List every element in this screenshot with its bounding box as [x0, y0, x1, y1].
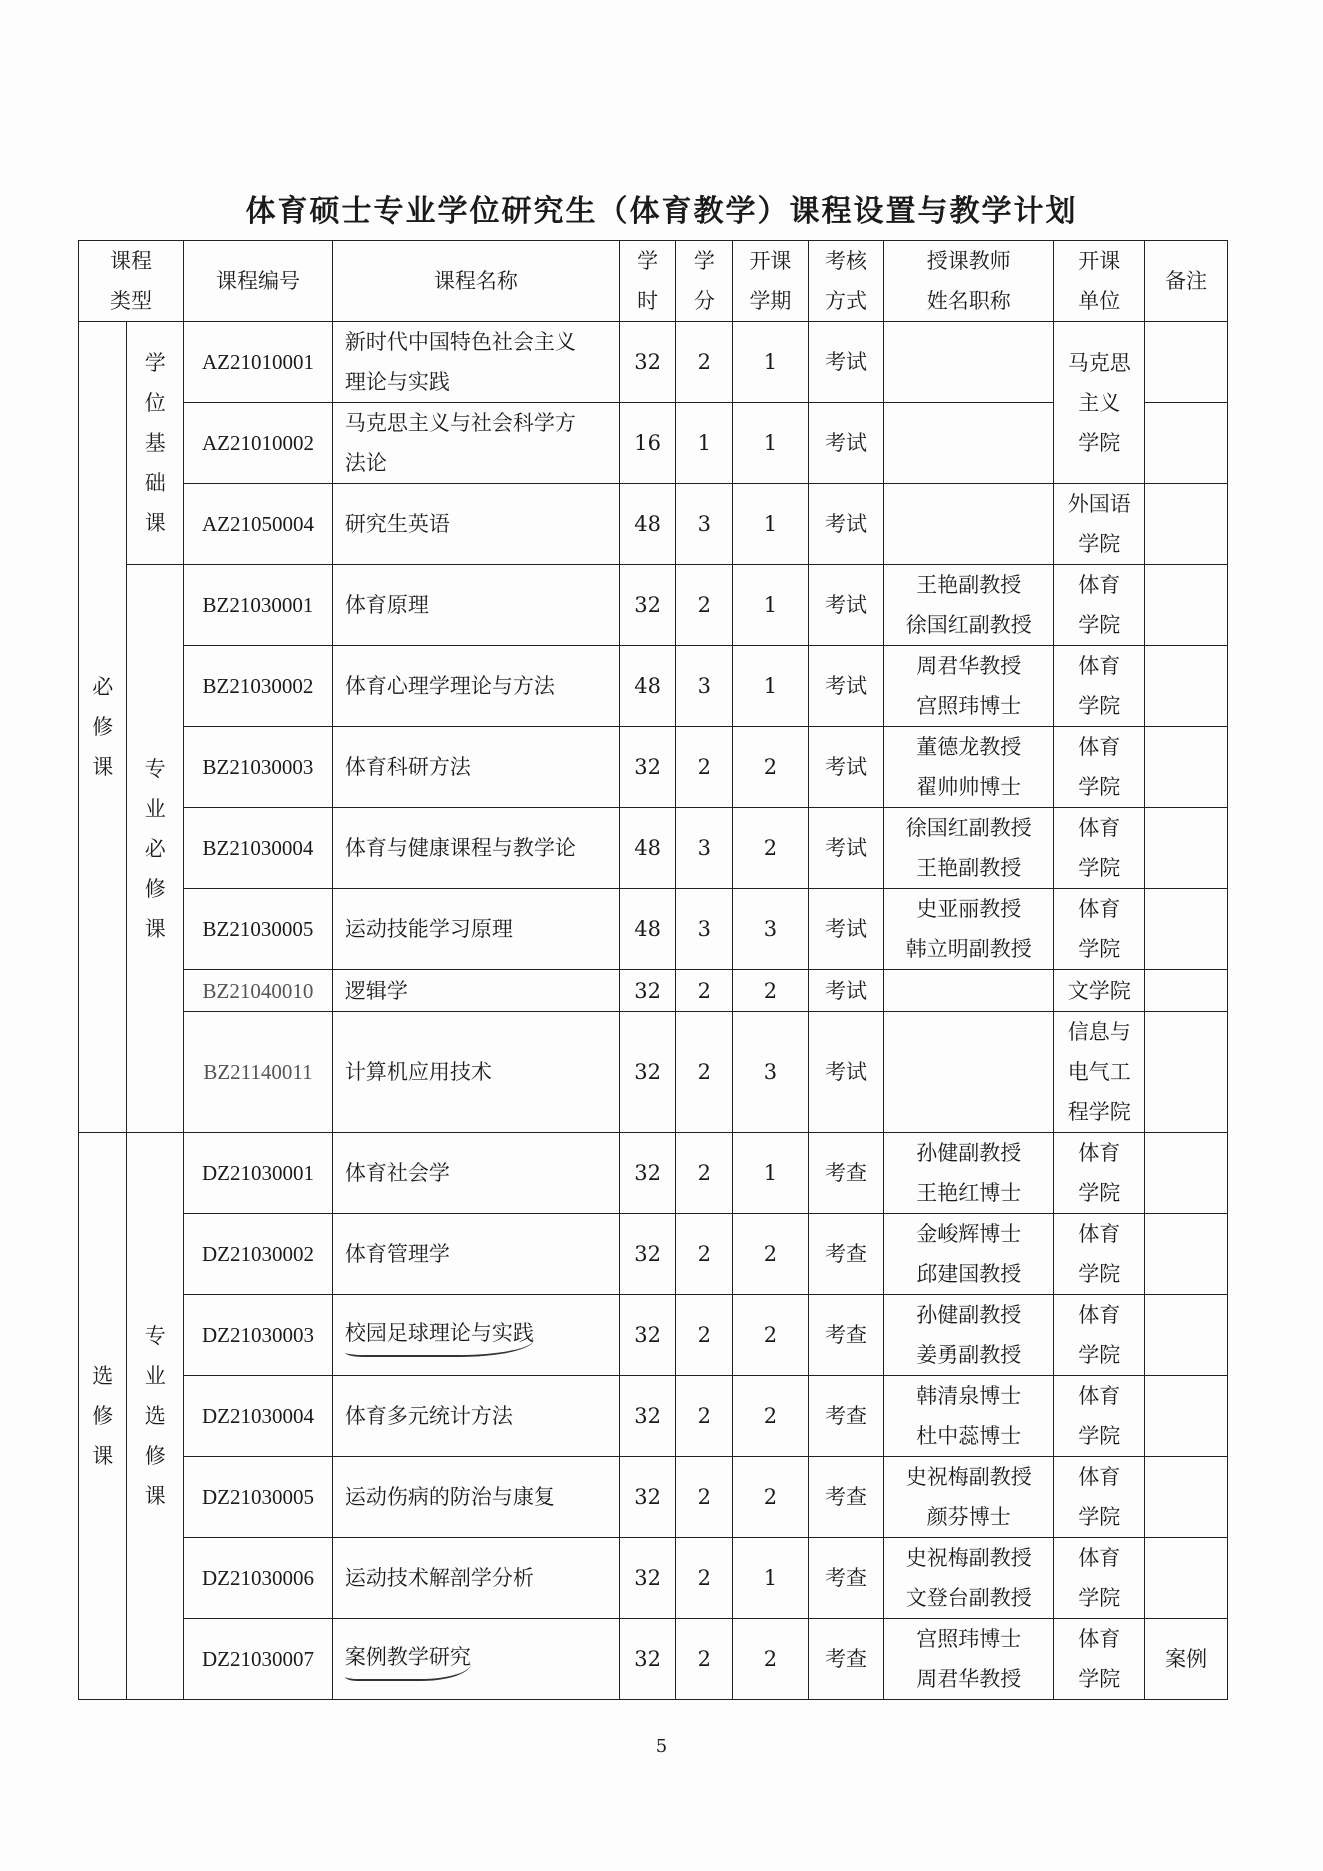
course-teacher: 宫照玮博士 周君华教授 — [884, 1619, 1054, 1700]
course-name: 逻辑学 — [332, 970, 619, 1012]
course-note — [1145, 646, 1228, 727]
course-code: BZ21030001 — [184, 565, 333, 646]
course-term: 2 — [733, 1295, 809, 1376]
course-term: 2 — [733, 727, 809, 808]
header-term: 开课 学期 — [733, 241, 809, 322]
course-name: 体育心理学理论与方法 — [332, 646, 619, 727]
table-row — [79, 565, 1228, 646]
subgroup-major-required: 专业必修课 — [127, 565, 184, 1133]
table-row — [79, 1012, 1228, 1133]
course-unit: 体育 学院 — [1054, 1295, 1145, 1376]
course-teacher: 周君华教授 宫照玮博士 — [884, 646, 1054, 727]
course-unit: 体育 学院 — [1054, 1376, 1145, 1457]
course-exam: 考查 — [808, 1133, 884, 1214]
course-note — [1145, 1214, 1228, 1295]
course-exam: 考试 — [808, 808, 884, 889]
course-exam: 考试 — [808, 970, 884, 1012]
table-row — [79, 1538, 1228, 1619]
course-name: 新时代中国特色社会主义 理论与实践 — [332, 322, 619, 403]
course-teacher — [884, 484, 1054, 565]
header-credits: 学 分 — [676, 241, 733, 322]
group-elective: 选修课 — [79, 1133, 127, 1700]
course-exam: 考查 — [808, 1295, 884, 1376]
header-hours: 学 时 — [619, 241, 676, 322]
course-code: DZ21030002 — [184, 1214, 333, 1295]
course-code: DZ21030001 — [184, 1133, 333, 1214]
course-credits: 2 — [676, 1376, 733, 1457]
course-credits: 2 — [676, 970, 733, 1012]
course-unit: 马克思 主义 学院 — [1054, 322, 1145, 484]
course-teacher: 史祝梅副教授 颜芬博士 — [884, 1457, 1054, 1538]
course-hours: 32 — [619, 1012, 676, 1133]
course-note — [1145, 484, 1228, 565]
course-hours: 32 — [619, 1619, 676, 1700]
course-name: 体育原理 — [332, 565, 619, 646]
course-note — [1145, 727, 1228, 808]
course-hours: 48 — [619, 484, 676, 565]
table-row — [79, 808, 1228, 889]
course-unit: 体育 学院 — [1054, 565, 1145, 646]
course-hours: 32 — [619, 1457, 676, 1538]
course-hours: 32 — [619, 1376, 676, 1457]
course-credits: 2 — [676, 565, 733, 646]
course-term: 2 — [733, 1457, 809, 1538]
course-hours: 48 — [619, 889, 676, 970]
course-teacher: 史亚丽教授 韩立明副教授 — [884, 889, 1054, 970]
table-row — [79, 484, 1228, 565]
header-note: 备注 — [1145, 241, 1228, 322]
course-note — [1145, 970, 1228, 1012]
course-name: 研究生英语 — [332, 484, 619, 565]
header-course-type: 课程 类型 — [79, 241, 184, 322]
course-credits: 2 — [676, 1214, 733, 1295]
course-code: BZ21140011 — [184, 1012, 333, 1133]
course-unit: 外国语 学院 — [1054, 484, 1145, 565]
header-course-name: 课程名称 — [332, 241, 619, 322]
course-hours: 32 — [619, 1133, 676, 1214]
course-exam: 考查 — [808, 1376, 884, 1457]
table-row — [79, 1133, 1228, 1214]
course-code: BZ21030005 — [184, 889, 333, 970]
table-row — [79, 1457, 1228, 1538]
course-credits: 2 — [676, 1457, 733, 1538]
course-name: 体育与健康课程与教学论 — [332, 808, 619, 889]
course-code: DZ21030003 — [184, 1295, 333, 1376]
course-note — [1145, 403, 1228, 484]
course-term: 1 — [733, 1133, 809, 1214]
course-exam: 考试 — [808, 1012, 884, 1133]
course-credits: 2 — [676, 727, 733, 808]
course-credits: 2 — [676, 1619, 733, 1700]
course-teacher — [884, 403, 1054, 484]
course-term: 3 — [733, 1012, 809, 1133]
course-name: 校园足球理论与实践 — [332, 1295, 619, 1376]
course-plan-table — [78, 240, 1228, 1700]
course-note — [1145, 1538, 1228, 1619]
table-row — [79, 727, 1228, 808]
course-code: BZ21030003 — [184, 727, 333, 808]
table-row — [79, 1376, 1228, 1457]
course-hours: 48 — [619, 808, 676, 889]
course-unit: 体育 学院 — [1054, 1538, 1145, 1619]
course-credits: 2 — [676, 1295, 733, 1376]
course-unit: 体育 学院 — [1054, 889, 1145, 970]
course-code: BZ21030004 — [184, 808, 333, 889]
course-name: 运动技术解剖学分析 — [332, 1538, 619, 1619]
course-hours: 32 — [619, 727, 676, 808]
course-teacher — [884, 1012, 1054, 1133]
course-unit: 体育 学院 — [1054, 1214, 1145, 1295]
course-code: DZ21030005 — [184, 1457, 333, 1538]
course-term: 3 — [733, 889, 809, 970]
course-name: 运动伤病的防治与康复 — [332, 1457, 619, 1538]
course-name: 马克思主义与社会科学方 法论 — [332, 403, 619, 484]
course-exam: 考试 — [808, 403, 884, 484]
page-number: 5 — [655, 1736, 668, 1757]
course-unit: 体育 学院 — [1054, 646, 1145, 727]
course-name: 运动技能学习原理 — [332, 889, 619, 970]
course-term: 2 — [733, 1619, 809, 1700]
table-row — [79, 1619, 1228, 1700]
course-code: DZ21030007 — [184, 1619, 333, 1700]
course-exam: 考试 — [808, 646, 884, 727]
course-exam: 考查 — [808, 1538, 884, 1619]
course-unit: 体育 学院 — [1054, 727, 1145, 808]
course-hours: 16 — [619, 403, 676, 484]
course-note — [1145, 1295, 1228, 1376]
course-credits: 3 — [676, 646, 733, 727]
course-exam: 考试 — [808, 889, 884, 970]
course-code: BZ21030002 — [184, 646, 333, 727]
course-term: 1 — [733, 1538, 809, 1619]
course-unit: 体育 学院 — [1054, 1133, 1145, 1214]
header-unit: 开课 单位 — [1054, 241, 1145, 322]
course-note — [1145, 565, 1228, 646]
course-note — [1145, 1133, 1228, 1214]
course-teacher — [884, 322, 1054, 403]
course-teacher — [884, 970, 1054, 1012]
course-teacher: 史祝梅副教授 文登台副教授 — [884, 1538, 1054, 1619]
table-row — [79, 646, 1228, 727]
course-exam: 考查 — [808, 1619, 884, 1700]
course-hours: 32 — [619, 322, 676, 403]
course-unit: 体育 学院 — [1054, 808, 1145, 889]
table-row — [79, 1214, 1228, 1295]
table-row — [79, 970, 1228, 1012]
course-term: 1 — [733, 484, 809, 565]
course-teacher: 韩清泉博士 杜中蕊博士 — [884, 1376, 1054, 1457]
course-exam: 考查 — [808, 1214, 884, 1295]
course-note: 案例 — [1145, 1619, 1228, 1700]
course-term: 1 — [733, 322, 809, 403]
header-course-code: 课程编号 — [184, 241, 333, 322]
course-unit: 文学院 — [1054, 970, 1145, 1012]
course-exam: 考试 — [808, 484, 884, 565]
header-teacher: 授课教师 姓名职称 — [884, 241, 1054, 322]
course-term: 2 — [733, 1376, 809, 1457]
course-term: 1 — [733, 646, 809, 727]
course-hours: 32 — [619, 1295, 676, 1376]
course-exam: 考试 — [808, 727, 884, 808]
course-hours: 48 — [619, 646, 676, 727]
course-credits: 3 — [676, 808, 733, 889]
header-exam: 考核 方式 — [808, 241, 884, 322]
subgroup-major-elective: 专业选修课 — [127, 1133, 184, 1700]
course-credits: 3 — [676, 484, 733, 565]
course-exam: 考试 — [808, 565, 884, 646]
course-code: DZ21030004 — [184, 1376, 333, 1457]
course-teacher: 金峻辉博士 邱建国教授 — [884, 1214, 1054, 1295]
course-unit: 信息与 电气工 程学院 — [1054, 1012, 1145, 1133]
course-term: 1 — [733, 403, 809, 484]
course-name: 计算机应用技术 — [332, 1012, 619, 1133]
course-note — [1145, 808, 1228, 889]
table-row — [79, 322, 1228, 403]
course-hours: 32 — [619, 1538, 676, 1619]
course-hours: 32 — [619, 970, 676, 1012]
subgroup-degree-basic: 学位基础课 — [127, 322, 184, 565]
course-teacher: 徐国红副教授 王艳副教授 — [884, 808, 1054, 889]
table-row — [79, 889, 1228, 970]
course-credits: 1 — [676, 403, 733, 484]
course-credits: 2 — [676, 1133, 733, 1214]
course-term: 1 — [733, 565, 809, 646]
course-teacher: 王艳副教授 徐国红副教授 — [884, 565, 1054, 646]
course-code: AZ21010001 — [184, 322, 333, 403]
course-note — [1145, 1376, 1228, 1457]
course-hours: 32 — [619, 1214, 676, 1295]
course-hours: 32 — [619, 565, 676, 646]
course-unit: 体育 学院 — [1054, 1457, 1145, 1538]
course-note — [1145, 1457, 1228, 1538]
course-unit: 体育 学院 — [1054, 1619, 1145, 1700]
table-row — [79, 1295, 1228, 1376]
table-header-row — [79, 241, 1228, 322]
course-teacher: 董德龙教授 翟帅帅博士 — [884, 727, 1054, 808]
course-credits: 3 — [676, 889, 733, 970]
course-credits: 2 — [676, 1012, 733, 1133]
course-term: 2 — [733, 808, 809, 889]
course-credits: 2 — [676, 1538, 733, 1619]
course-note — [1145, 889, 1228, 970]
course-note — [1145, 322, 1228, 403]
course-code: AZ21050004 — [184, 484, 333, 565]
course-teacher: 孙健副教授 王艳红博士 — [884, 1133, 1054, 1214]
course-name: 案例教学研究 — [332, 1619, 619, 1700]
course-term: 2 — [733, 1214, 809, 1295]
course-term: 2 — [733, 970, 809, 1012]
page-title: 体育硕士专业学位研究生（体育教学）课程设置与教学计划 — [245, 194, 1078, 229]
course-code: AZ21010002 — [184, 403, 333, 484]
course-name: 体育多元统计方法 — [332, 1376, 619, 1457]
course-name: 体育科研方法 — [332, 727, 619, 808]
course-note — [1145, 1012, 1228, 1133]
course-credits: 2 — [676, 322, 733, 403]
course-name: 体育管理学 — [332, 1214, 619, 1295]
course-code: DZ21030006 — [184, 1538, 333, 1619]
course-code: BZ21040010 — [184, 970, 333, 1012]
course-exam: 考查 — [808, 1457, 884, 1538]
course-name: 体育社会学 — [332, 1133, 619, 1214]
course-teacher: 孙健副教授 姜勇副教授 — [884, 1295, 1054, 1376]
course-exam: 考试 — [808, 322, 884, 403]
group-required: 必修课 — [79, 322, 127, 1133]
